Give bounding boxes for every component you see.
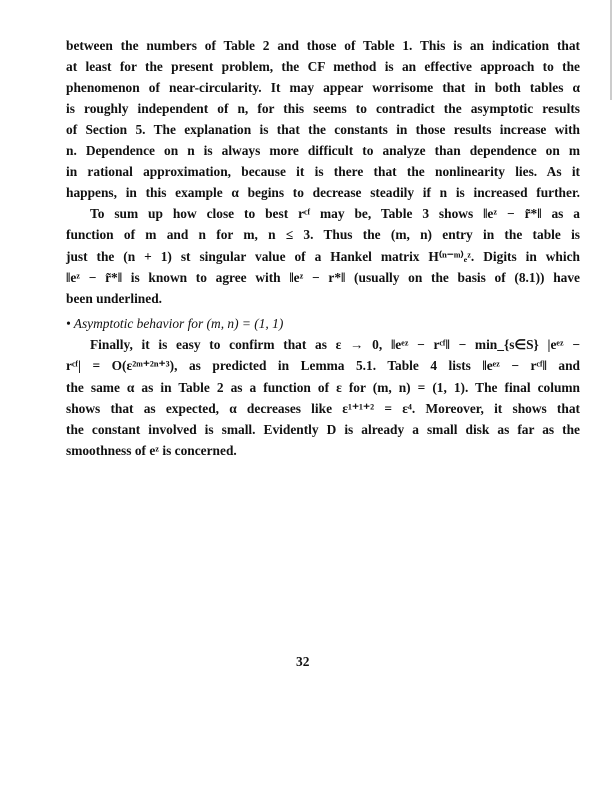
text-line: rᶜᶠ| = O(ε²ᵐ⁺²ⁿ⁺³), as predicted in Lemma 5.1. Table 4 lists ‖eᵉᶻ − rᶜᶠ‖ and — [66, 358, 580, 373]
text-line: been underlined. — [66, 291, 162, 306]
text-line: phenomenon of near-circularity. It may appear worrisome that in both tables α — [66, 80, 580, 95]
text-line: happens, in this example α begins to decrease steadily if n is increased further. — [66, 185, 580, 200]
text-line: smoothness of eᶻ is concerned. — [66, 443, 237, 458]
text-line: To sum up how close to best rᶜᶠ may be, Table 3 shows ‖eᶻ − r̃*‖ as a — [90, 206, 580, 221]
page-number: 32 — [296, 654, 310, 669]
text-line: n. Dependence on n is always more difficult to analyze than dependence on m — [66, 143, 580, 158]
text-line: between the numbers of Table 2 and those of Table 1. This is an indication that — [66, 38, 580, 53]
text-line: the same α as in Table 2 as a function of ε for (m, n) = (1, 1). The final column — [66, 380, 580, 395]
text-line: the constant involved is small. Evidently D is already a small disk as far as the — [66, 422, 580, 437]
text-line: Finally, it is easy to confirm that as ε → 0, ‖eᵉᶻ − rᶜᶠ‖ − min_{s∈S} |eᵉᶻ − — [90, 337, 580, 352]
text-line: function of m and n for m, n ≤ 3. Thus the (m, n) entry in the table is — [66, 227, 580, 242]
text-line: ‖eᶻ − r̃*‖ is known to agree with ‖eᶻ − r*‖ (usually on the basis of (8.1)) have — [66, 270, 580, 285]
text-line: of Section 5. The explanation is that the constants in those results increase with — [66, 122, 580, 137]
section-heading: • Asymptotic behavior for (m, n) = (1, 1) — [66, 316, 284, 331]
text-line: in rational approximation, because it is there that the nonlinearity lies. As it — [66, 164, 580, 179]
text-line: is roughly independent of n, for this seems to contradict the asymptotic results — [66, 101, 580, 116]
text-line: just the (n + 1) st singular value of a Hankel matrix H⁽ⁿ⁻ᵐ⁾ₑᶻ. Digits in which — [66, 249, 580, 264]
text-line: at least for the present problem, the CF method is an effective approach to the — [66, 59, 580, 74]
text-line: shows that as expected, α decreases like ε¹⁺¹⁺² = ε⁴. Moreover, it shows that — [66, 401, 580, 416]
